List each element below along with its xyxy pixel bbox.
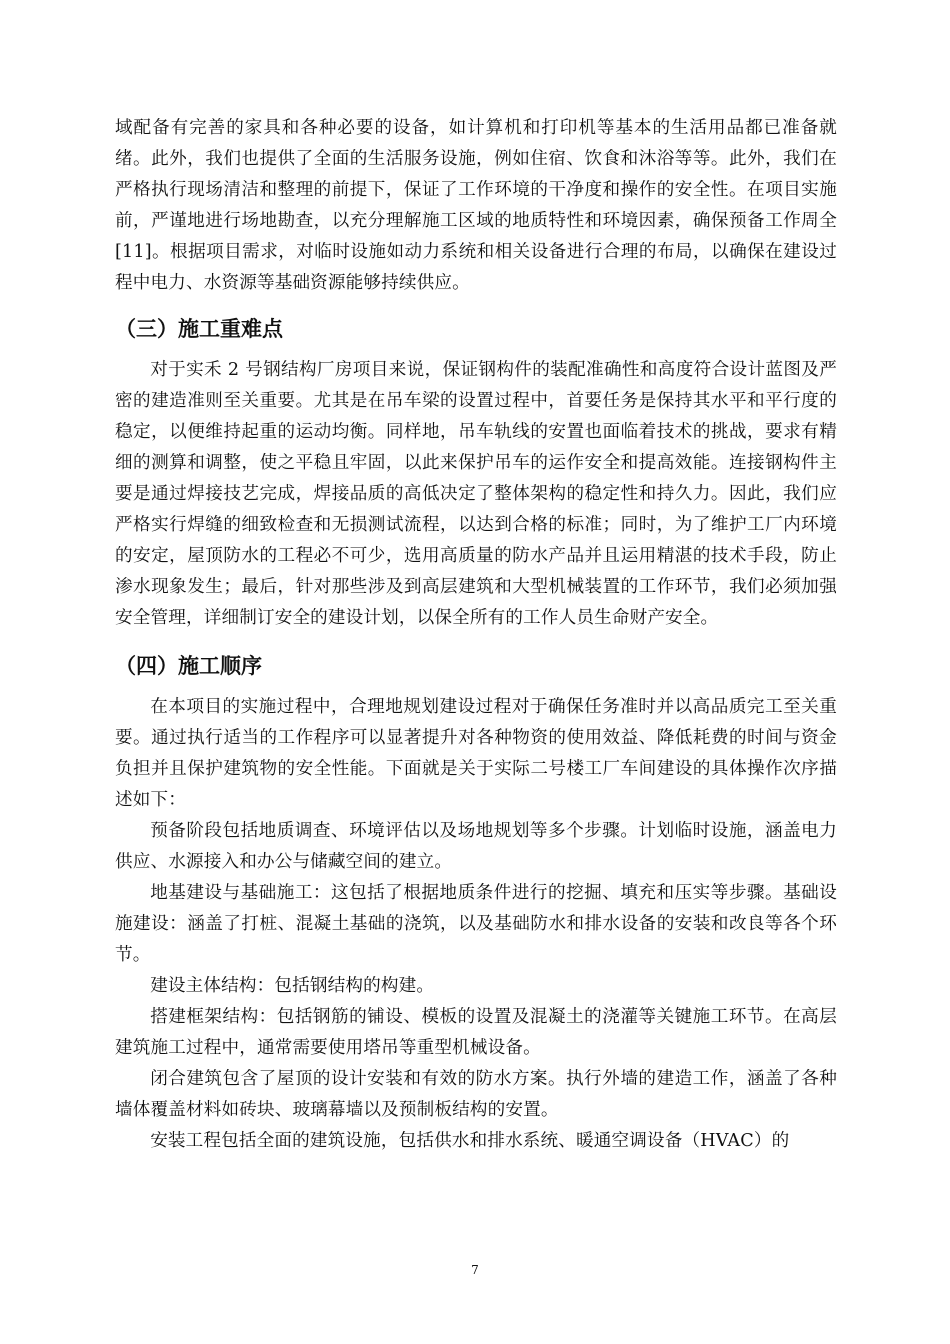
sequence-paragraph-2: 预备阶段包括地质调查、环境评估以及场地规划等多个步骤。计划临时设施，涵盖电力供应、水源接入和办公与储藏空间的建立。 <box>115 821 837 872</box>
sequence-paragraph-4: 建设主体结构：包括钢结构的构建。 <box>150 976 435 996</box>
intro-paragraph: 域配备有完善的家具和各种必要的设备，如计算机和打印机等基本的生活用品都已准备就绪。此外，我们也提供了全面的生活服务设施，例如住宿、饮食和沐浴等等。此外，我们在严格执行现场清洁和整理的前提下，保证了工作环境的干净度和操作的安全性。在项目实施前，严谨地进行场地勘查，以充分理解施工区域的地质特性和环境因素，确保预备工作周全[11]。根据项目需求，对临时设施如动力系统和相关设备进行合理的布局，以确保在建设过程中电力、水资源等基础资源能够持续供应。 <box>115 118 837 293</box>
difficulties-paragraph: 对于实禾 2 号钢结构厂房项目来说，保证钢构件的装配准确性和高度符合设计蓝图及严密的建造准则至关重要。尤其是在吊车梁的设置过程中，首要任务是保持其水平和平行度的稳定，以便维持起重的运动均衡。同样地，吊车轨线的安置也面临着技术的挑战，要求有精细的测算和调整，使之平稳且牢固，以此来保护吊车的运作安全和提高效能。连接钢构件主要是通过焊接技艺完成，焊接品质的高低决定了整体架构的稳定性和持久力。因此，我们应严格实行焊缝的细致检查和无损测试流程，以达到合格的标准；同时，为了维护工厂内环境的安定，屋顶防水的工程必不可少，选用高质量的防水产品并且运用精湛的技术手段，防止渗水现象发生；最后，针对那些涉及到高层建筑和大型机械装置的工作环节，我们必须加强安全管理，详细制订安全的建设计划，以保全所有的工作人员生命财产安全。 <box>115 360 837 628</box>
sequence-paragraph-1: 在本项目的实施过程中，合理地规划建设过程对于确保任务准时并以高品质完工至关重要。通过执行适当的工作程序可以显著提升对各种物资的使用效益、降低耗费的时间与资金负担并且保护建筑物的安全性能。下面就是关于实际二号楼工厂车间建设的具体操作次序描述如下： <box>115 697 837 810</box>
page-number: 7 <box>471 1263 479 1277</box>
sequence-paragraph-5: 搭建框架结构：包括钢筋的铺设、模板的设置及混凝土的浇灌等关键施工环节。在高层建筑施工过程中，通常需要使用塔吊等重型机械设备。 <box>115 1007 837 1058</box>
sequence-paragraph-7: 安装工程包括全面的建筑设施，包括供水和排水系统、暖通空调设备（HVAC）的 <box>150 1131 790 1151</box>
sequence-paragraph-3: 地基建设与基础施工：这包括了根据地质条件进行的挖掘、填充和压实等步骤。基础设施建设：涵盖了打桩、混凝土基础的浇筑，以及基础防水和排水设备的安装和改良等各个环节。 <box>115 883 837 965</box>
section-heading-difficulties: （三）施工重难点 <box>115 317 283 341</box>
section-heading-sequence: （四）施工顺序 <box>115 654 262 678</box>
sequence-paragraph-6: 闭合建筑包含了屋顶的设计安装和有效的防水方案。执行外墙的建造工作，涵盖了各种墙体覆盖材料如砖块、玻璃幕墙以及预制板结构的安置。 <box>115 1069 837 1120</box>
page-content <box>115 113 837 1157</box>
